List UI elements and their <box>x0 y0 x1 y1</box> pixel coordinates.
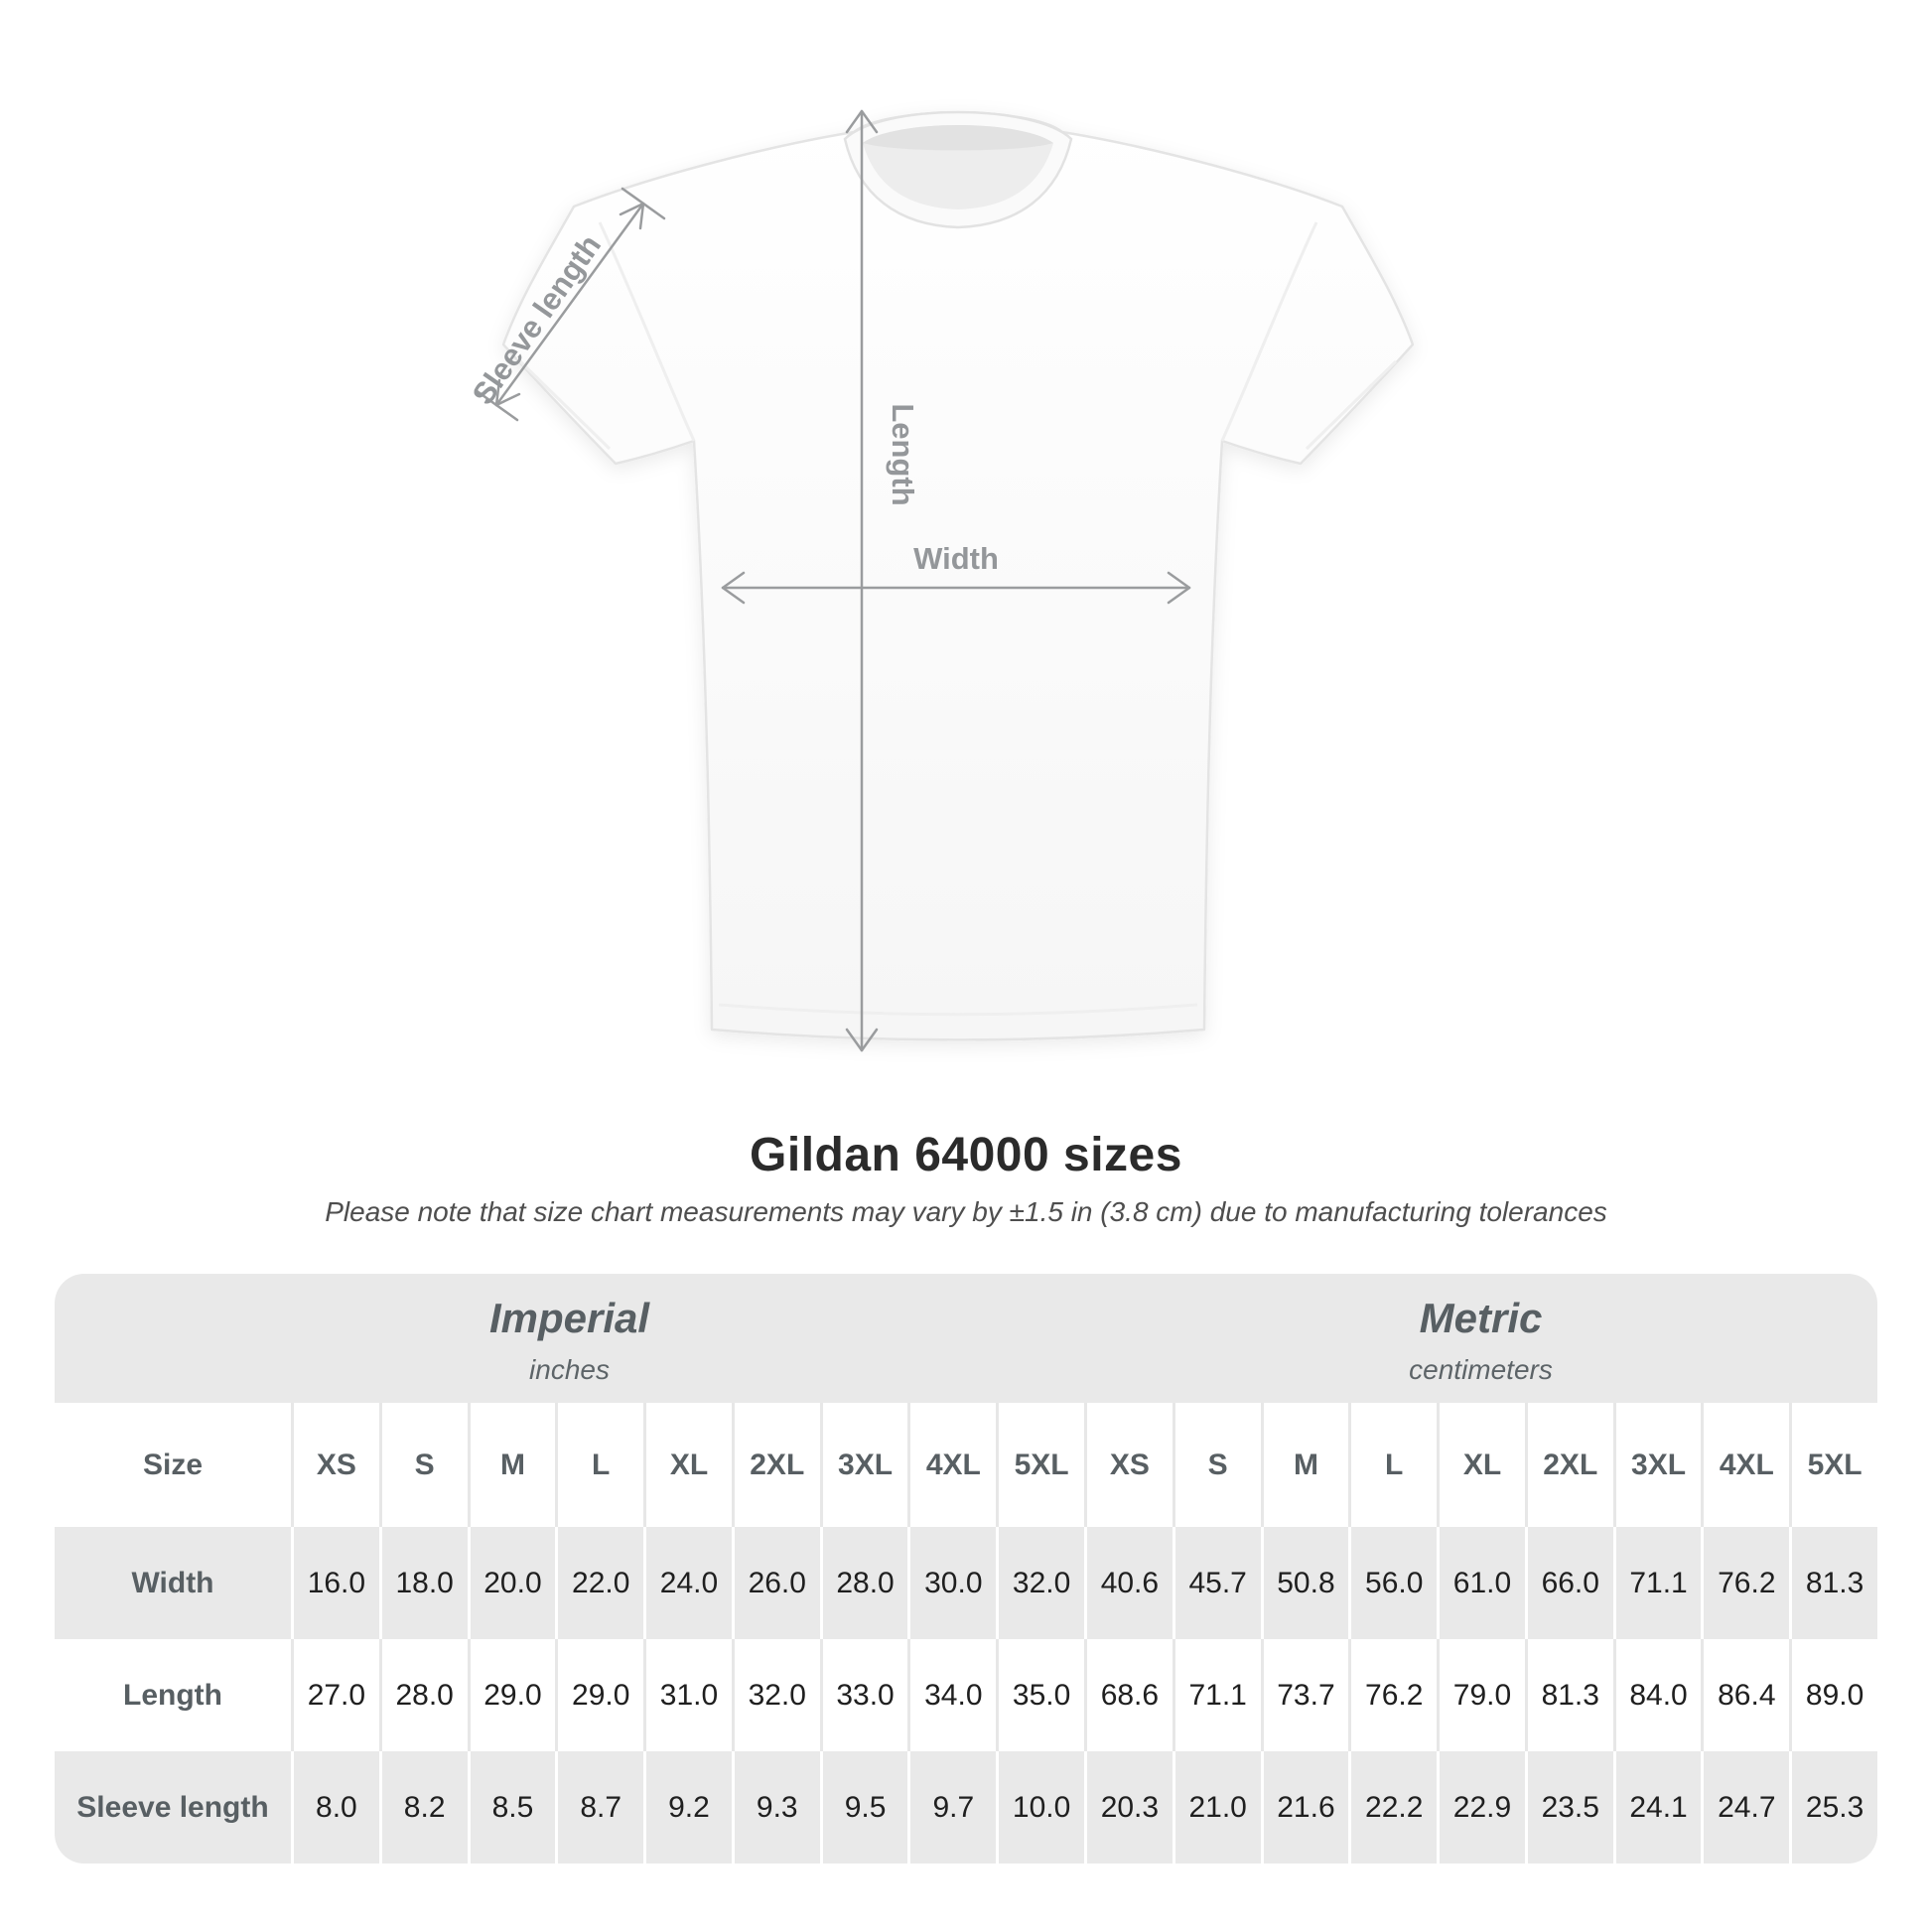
unit-group-metric <box>1084 1274 1877 1403</box>
sleeve-length-row <box>55 1751 1877 1863</box>
measurement-cell: 8.7 <box>555 1751 643 1863</box>
measurement-cell: 89.0 <box>1789 1639 1877 1751</box>
measurement-cell: 21.6 <box>1261 1751 1349 1863</box>
unit-header-row <box>55 1274 1877 1403</box>
measurement-cell: 25.3 <box>1789 1751 1877 1863</box>
measurement-cell: 68.6 <box>1084 1639 1173 1751</box>
measurement-cell: 31.0 <box>643 1639 732 1751</box>
sleeve-dimension-label: Sleeve length <box>465 228 609 411</box>
imperial-size-header: L <box>555 1403 643 1527</box>
measurement-cell: 79.0 <box>1437 1639 1525 1751</box>
measurement-cell: 45.7 <box>1173 1527 1261 1639</box>
measurement-cell: 29.0 <box>555 1639 643 1751</box>
imperial-size-header: 3XL <box>820 1403 908 1527</box>
imperial-size-header: 5XL <box>996 1403 1084 1527</box>
measurement-cell: 20.3 <box>1084 1751 1173 1863</box>
measurement-cell: 27.0 <box>291 1639 379 1751</box>
measurement-cell: 81.3 <box>1525 1639 1613 1751</box>
measurement-cell: 50.8 <box>1261 1527 1349 1639</box>
measurement-cell: 71.1 <box>1173 1639 1261 1751</box>
tshirt-graphic <box>503 112 1413 1040</box>
metric-size-header: S <box>1173 1403 1261 1527</box>
measurement-cell: 10.0 <box>996 1751 1084 1863</box>
metric-size-header: 3XL <box>1613 1403 1702 1527</box>
measurement-cell: 86.4 <box>1701 1639 1789 1751</box>
measurement-cell: 9.2 <box>643 1751 732 1863</box>
row-label: Sleeve length <box>76 1790 269 1824</box>
measurement-cell: 8.2 <box>379 1751 468 1863</box>
imperial-size-header: XL <box>643 1403 732 1527</box>
measurement-cell: 56.0 <box>1348 1527 1437 1639</box>
length-dimension-label: Length <box>886 403 920 506</box>
measurement-cell: 9.3 <box>732 1751 820 1863</box>
width-dimension-label: Width <box>913 541 999 576</box>
measurement-cell: 71.1 <box>1613 1527 1702 1639</box>
measurement-cell: 32.0 <box>732 1639 820 1751</box>
imperial-size-header: 4XL <box>907 1403 996 1527</box>
measurement-cell: 9.7 <box>907 1751 996 1863</box>
measurement-cell: 28.0 <box>820 1527 908 1639</box>
metric-size-header: XS <box>1084 1403 1173 1527</box>
metric-group-title: Metric <box>1419 1295 1543 1341</box>
metric-size-header: M <box>1261 1403 1349 1527</box>
measurement-cell: 84.0 <box>1613 1639 1702 1751</box>
measurement-cell: 40.6 <box>1084 1527 1173 1639</box>
row-label: Width <box>131 1566 214 1599</box>
measurement-cell: 76.2 <box>1701 1527 1789 1639</box>
metric-group-unit: centimeters <box>1409 1354 1553 1385</box>
metric-size-header: L <box>1348 1403 1437 1527</box>
imperial-size-header: XS <box>291 1403 379 1527</box>
measurement-cell: 16.0 <box>291 1527 379 1639</box>
metric-size-header: XL <box>1437 1403 1525 1527</box>
measurement-cell: 35.0 <box>996 1639 1084 1751</box>
width-row <box>55 1527 1877 1639</box>
row-label: Length <box>123 1678 222 1712</box>
measurement-cell: 81.3 <box>1789 1527 1877 1639</box>
measurement-cell: 32.0 <box>996 1527 1084 1639</box>
measurement-cell: 66.0 <box>1525 1527 1613 1639</box>
measurement-cell: 22.2 <box>1348 1751 1437 1863</box>
measurement-cell: 21.0 <box>1173 1751 1261 1863</box>
metric-size-header: 2XL <box>1525 1403 1613 1527</box>
measurement-cell: 24.0 <box>643 1527 732 1639</box>
measurement-cell: 33.0 <box>820 1639 908 1751</box>
size-table <box>55 1274 1877 1863</box>
measurement-cell: 73.7 <box>1261 1639 1349 1751</box>
measurement-cell: 20.0 <box>468 1527 556 1639</box>
metric-size-header: 4XL <box>1701 1403 1789 1527</box>
measurement-cell: 24.7 <box>1701 1751 1789 1863</box>
tshirt-body <box>503 113 1413 1040</box>
measurement-cell: 22.9 <box>1437 1751 1525 1863</box>
size-header-row <box>55 1403 1877 1527</box>
measurement-cell: 76.2 <box>1348 1639 1437 1751</box>
measurement-cell: 8.0 <box>291 1751 379 1863</box>
metric-size-header: 5XL <box>1789 1403 1877 1527</box>
imperial-size-header: 2XL <box>732 1403 820 1527</box>
measurement-cell: 61.0 <box>1437 1527 1525 1639</box>
tolerance-note: Please note that size chart measurements may vary by ±1.5 in (3.8 cm) due to manufacturing tolerances <box>325 1196 1607 1227</box>
measurement-cell: 30.0 <box>907 1527 996 1639</box>
measurement-cell: 24.1 <box>1613 1751 1702 1863</box>
measurement-cell: 34.0 <box>907 1639 996 1751</box>
imperial-group-unit: inches <box>529 1354 610 1385</box>
size-column-header: Size <box>142 1448 204 1481</box>
length-row <box>55 1639 1877 1751</box>
measurement-cell: 9.5 <box>820 1751 908 1863</box>
measurement-cell: 18.0 <box>379 1527 468 1639</box>
unit-group-imperial <box>55 1274 1084 1403</box>
measurement-cell: 26.0 <box>732 1527 820 1639</box>
measurement-cell: 22.0 <box>555 1527 643 1639</box>
imperial-group-title: Imperial <box>488 1295 650 1341</box>
page-title: Gildan 64000 sizes <box>750 1129 1182 1181</box>
measurement-cell: 28.0 <box>379 1639 468 1751</box>
measurement-cell: 23.5 <box>1525 1751 1613 1863</box>
measurement-cell: 29.0 <box>468 1639 556 1751</box>
imperial-size-header: M <box>468 1403 556 1527</box>
imperial-size-header: S <box>379 1403 468 1527</box>
measurement-cell: 8.5 <box>468 1751 556 1863</box>
